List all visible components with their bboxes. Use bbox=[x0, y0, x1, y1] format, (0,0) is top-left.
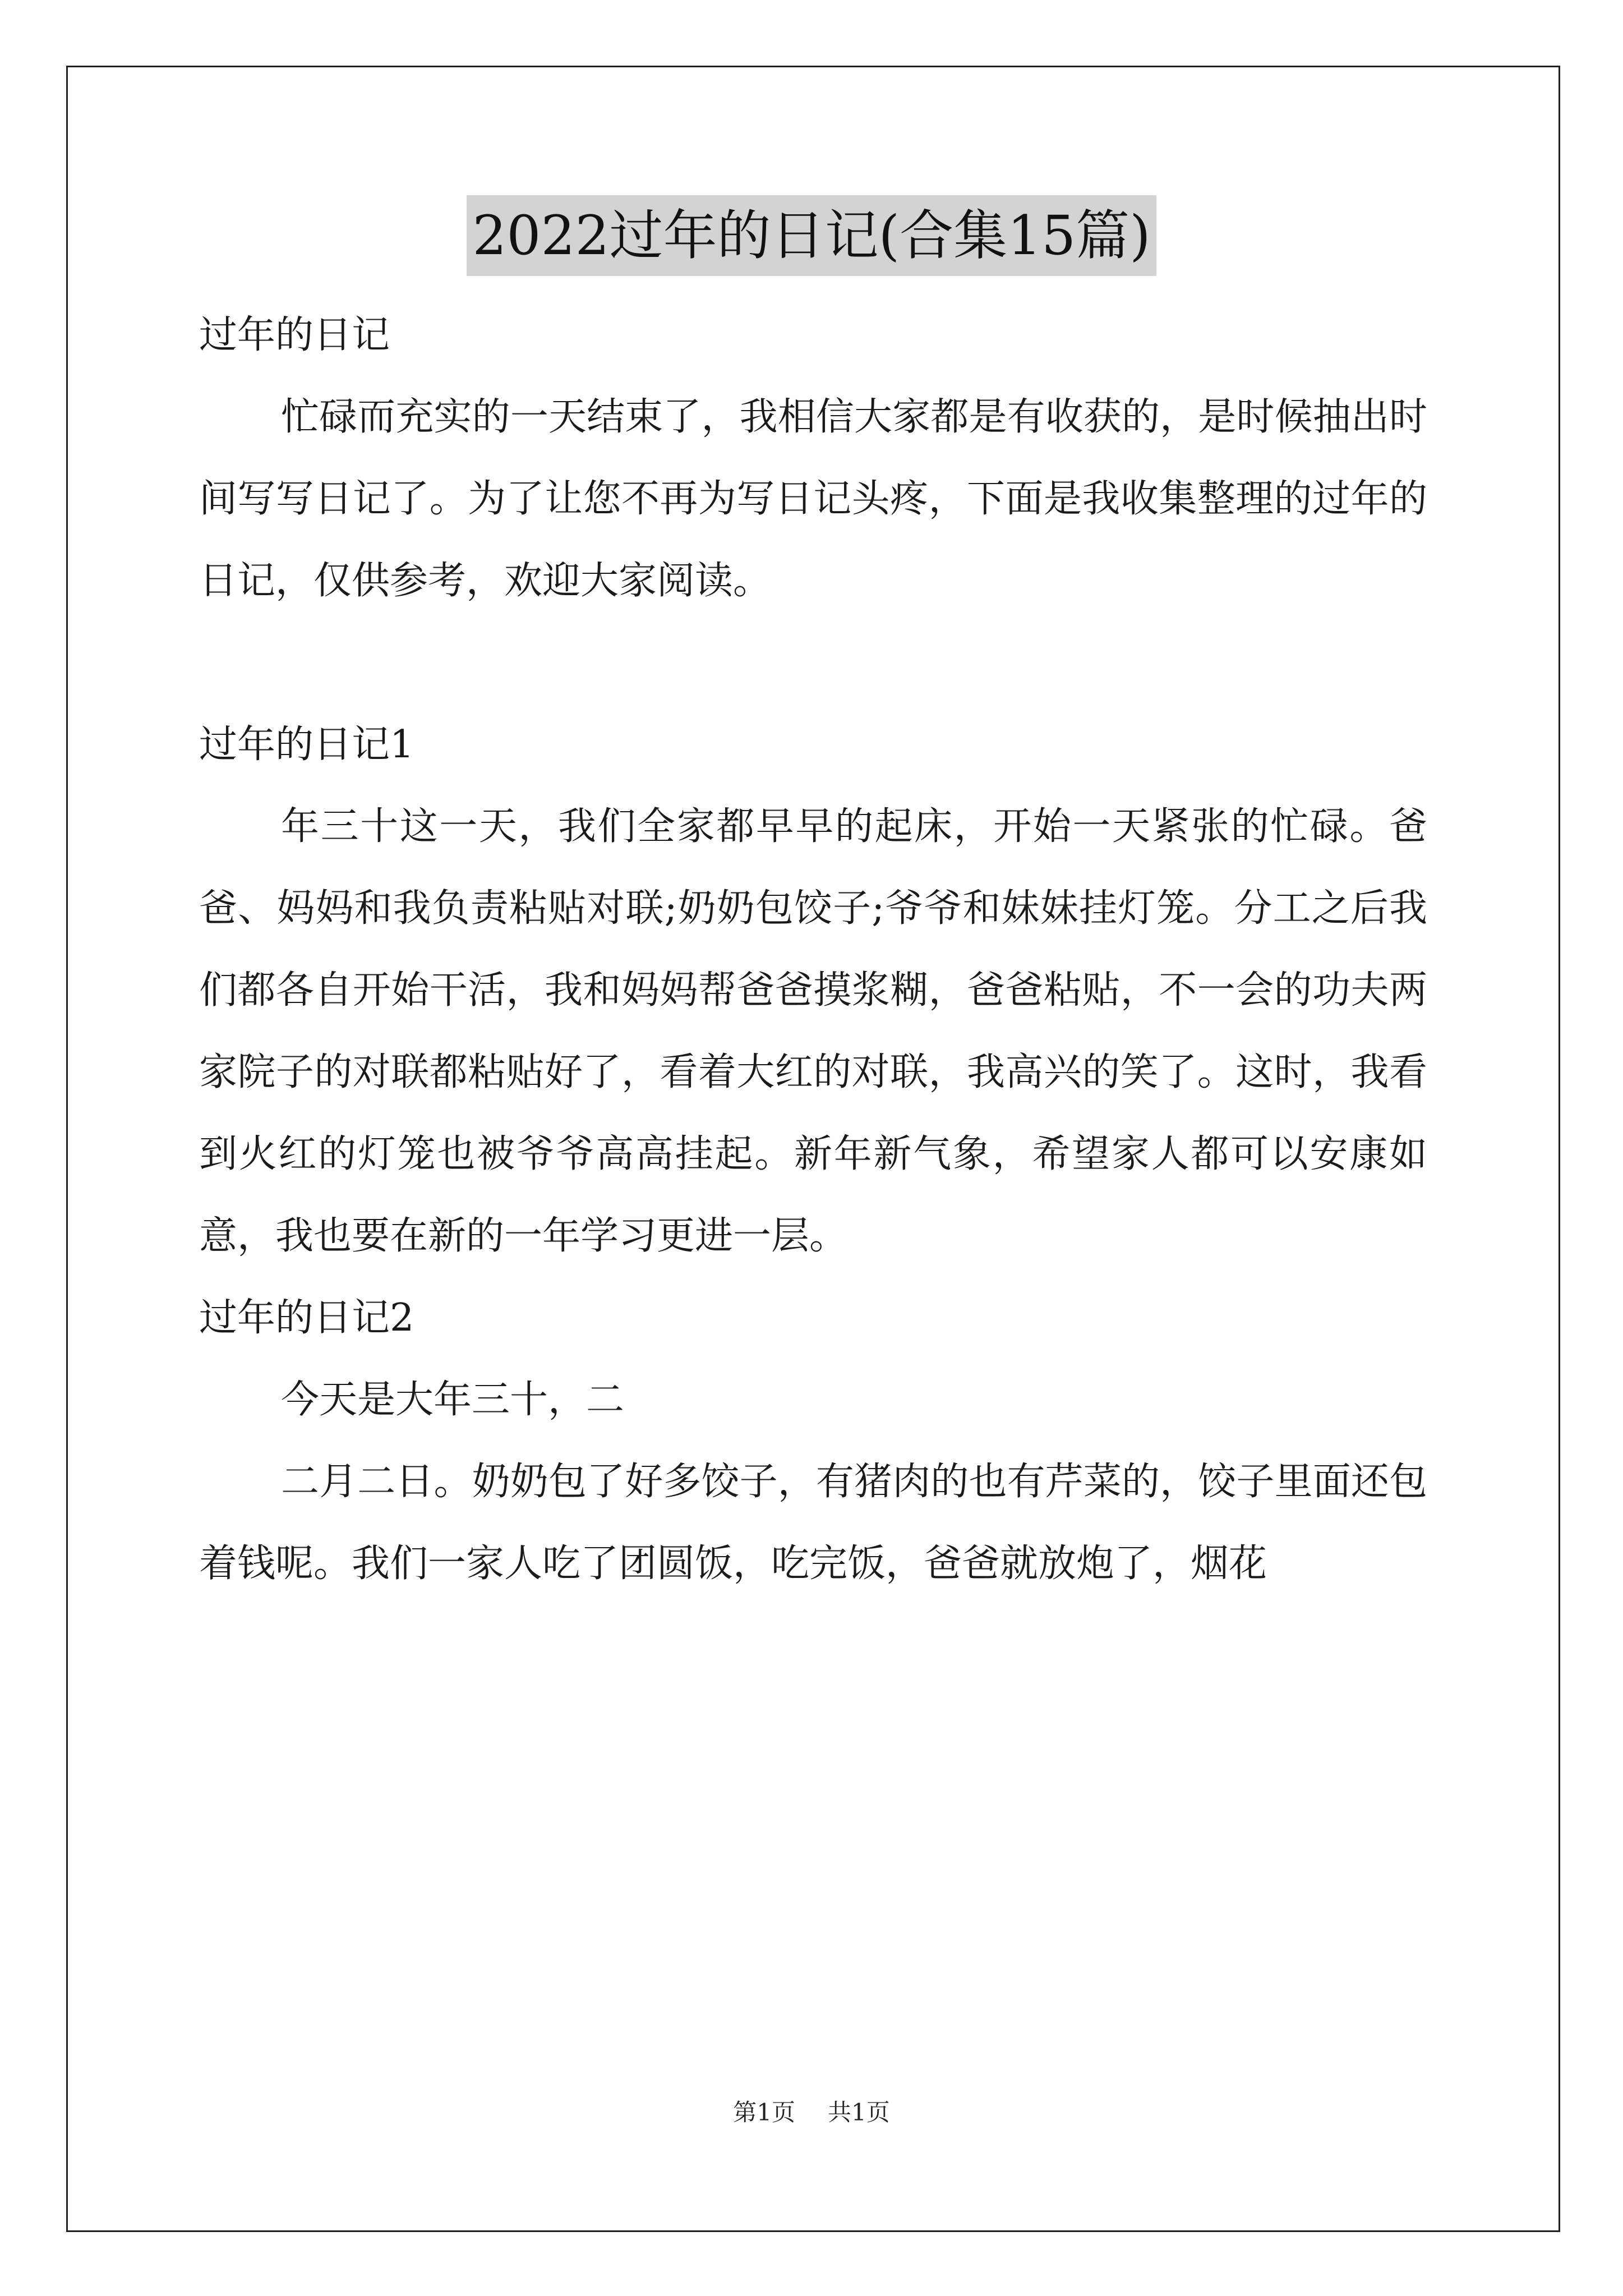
page-total: 共1页 bbox=[828, 2099, 890, 2126]
entry-1-paragraph: 年三十这一天，我们全家都早早的起床，开始一天紧张的忙碌。爸爸、妈妈和我负责粘贴对联;奶奶包饺子;爷爷和妹妹挂灯笼。分工之后我们都各自开始干活，我和妈妈帮爸爸摸浆糊，爸爸粘贴，不一会的功夫两家院子的对联都粘贴好了，看着大红的对联，我高兴的笑了。这时，我看到火红的灯笼也被爷爷高高挂起。新年新气象，希望家人都可以安康如意，我也要在新的一年学习更进一层。 bbox=[199, 804, 1427, 1258]
page-number: 第1页 bbox=[733, 2099, 795, 2126]
intro-paragraph: 忙碌而充实的一天结束了，我相信大家都是有收获的，是时候抽出时间写写日记了。为了让您不再为写日记头疼，下面是我收集整理的过年的日记，仅供参考，欢迎大家阅读。 bbox=[199, 395, 1427, 603]
intro-heading: 过年的日记 bbox=[199, 313, 390, 357]
title-container bbox=[0, 195, 1623, 276]
document-title: 2022过年的日记(合集15篇) bbox=[467, 195, 1156, 276]
entry-2-paragraph-1: 今天是大年三十，二 bbox=[281, 1378, 625, 1422]
page-footer bbox=[0, 2096, 1623, 2129]
entry-2-heading: 过年的日记2 bbox=[199, 1296, 414, 1340]
entry-1-heading: 过年的日记1 bbox=[199, 723, 414, 767]
document-body bbox=[199, 295, 1427, 1605]
entry-2-paragraph-2: 二月二日。奶奶包了好多饺子，有猪肉的也有芹菜的，饺子里面还包着钱呢。我们一家人吃了团圆饭，吃完饭，爸爸就放炮了，烟花 bbox=[199, 1460, 1427, 1586]
section-spacer bbox=[199, 622, 1427, 704]
